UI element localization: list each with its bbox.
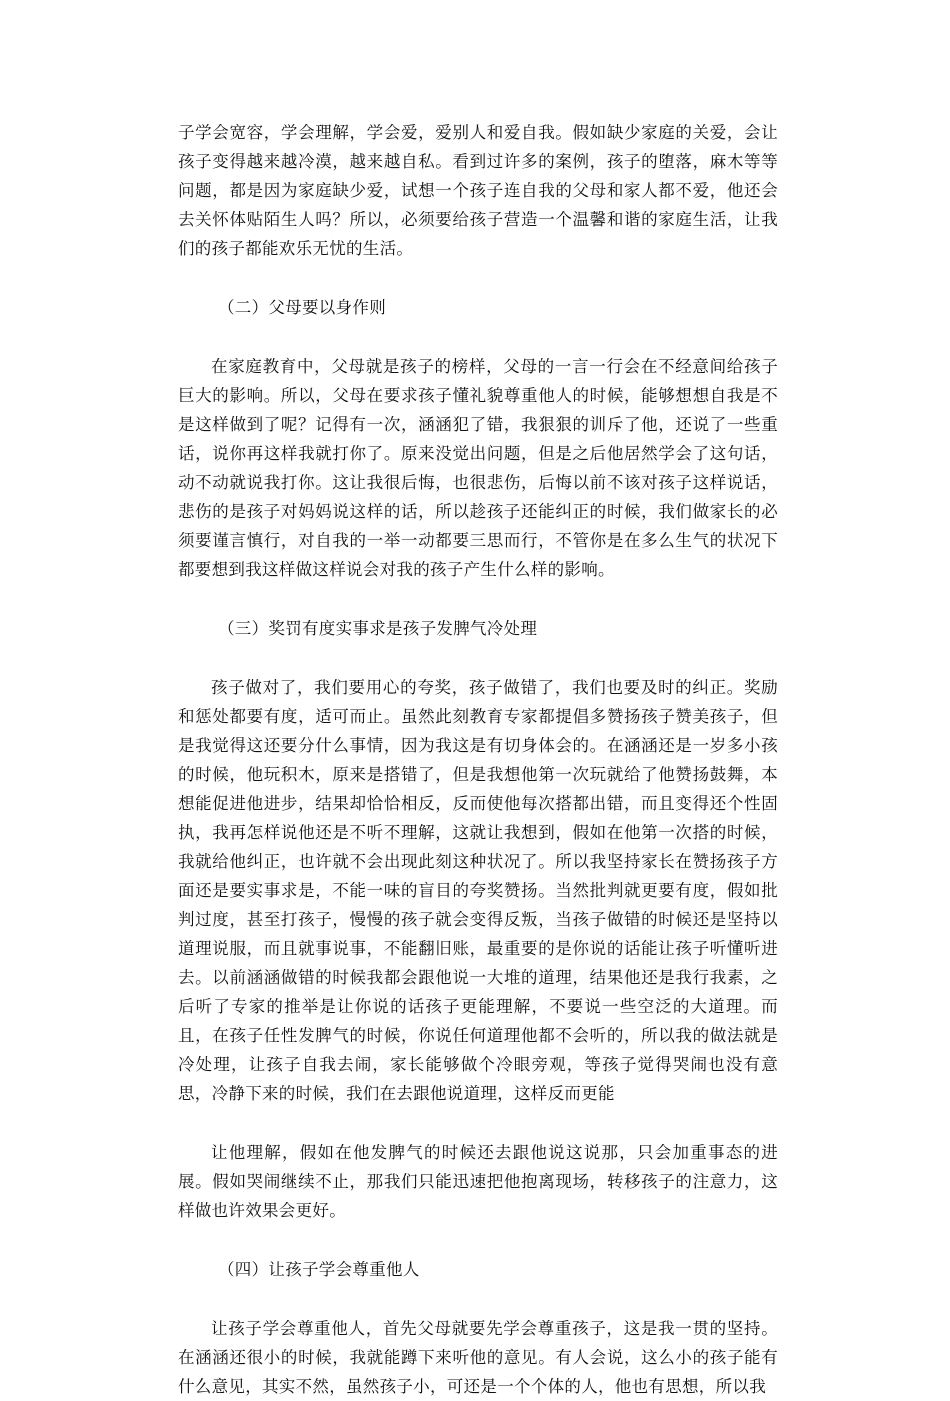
- spacer: [178, 1225, 778, 1255]
- spacer: [178, 322, 778, 352]
- spacer: [178, 643, 778, 673]
- spacer: [178, 584, 778, 614]
- spacer: [178, 263, 778, 293]
- spacer: [178, 1108, 778, 1138]
- paragraph-rewards-punishment: 孩子做对了，我们要用心的夸奖，孩子做错了，我们也要及时的纠正。奖励和惩处都要有度，适可而止。虽然此刻教育专家都提倡多赞扬孩子赞美孩子，但是我觉得这还要分什么事情，因为我这是有切身体会的。在涵涵还是一岁多小孩的时候，他玩积木，原来是搭错了，但是我想他第一次玩就给了他赞扬鼓舞，本想能促进他进步，结果却恰恰相反，反而使他每次搭都出错，而且变得还个性固执，我再怎样说他还是不听不理解，这就让我想到，假如在他第一次搭的时候，我就给他纠正，也许就不会出现此刻这种状况了。所以我坚持家长在赞扬孩子方面还是要实事求是，不能一味的盲目的夸奖赞扬。当然批判就更要有度，假如批判过度，甚至打孩子，慢慢的孩子就会变得反叛，当孩子做错的时候还是坚持以道理说服，而且就事说事，不能翻旧账，最重要的是你说的话能让孩子听懂听进去。以前涵涵做错的时候我都会跟他说一大堆的道理，结果他还是我行我素，之后听了专家的推举是让你说的话孩子更能理解，不要说一些空泛的大道理。而且，在孩子任性发脾气的时候，你说任何道理他都不会听的，所以我的做法就是冷处理，让孩子自我去闹，家长能够做个冷眼旁观，等孩子觉得哭闹也没有意思，冷静下来的时候，我们在去跟他说道理，这样反而更能: [178, 678, 778, 1103]
- spacer: [178, 1284, 778, 1314]
- section-heading-4: （四）让孩子学会尊重他人: [218, 1260, 420, 1279]
- document-body: [178, 118, 778, 1401]
- paragraph-family-love: 子学会宽容，学会理解，学会爱，爱别人和爱自我。假如缺少家庭的关爱，会让孩子变得越来越冷漠，越来越自私。看到过许多的案例，孩子的堕落，麻木等等问题，都是因为家庭缺少爱，试想一个孩子连自我的父母和家人都不爱，他还会去关怀体贴陌生人吗？所以，必须要给孩子营造一个温馨和谐的家庭生活，让我们的孩子都能欢乐无忧的生活。: [178, 123, 778, 258]
- paragraph-tantrum-handling: 让他理解，假如在他发脾气的时候还去跟他说这说那，只会加重事态的进展。假如哭闹继续不止，那我们只能迅速把他抱离现场，转移孩子的注意力，这样做也许效果会更好。: [178, 1143, 778, 1220]
- section-heading-2: （二）父母要以身作则: [218, 298, 386, 317]
- section-heading-3: （三）奖罚有度实事求是孩子发脾气冷处理: [218, 619, 538, 638]
- paragraph-respect-others: 让孩子学会尊重他人，首先父母就要先学会尊重孩子，这是我一贯的坚持。在涵涵还很小的时候，我就能蹲下来听他的意见。有人会说，这么小的孩子能有什么意见，其实不然，虽然孩子小，可还是一个个体的人，他也有思想，所以我: [178, 1319, 778, 1396]
- paragraph-lead-by-example: 在家庭教育中，父母就是孩子的榜样，父母的一言一行会在不经意间给孩子巨大的影响。所以，父母在要求孩子懂礼貌尊重他人的时候，能够想想自我是不是这样做到了呢？记得有一次，涵涵犯了错，我狠狠的训斥了他，还说了一些重话，说你再这样我就打你了。原来没觉出问题，但是之后他居然学会了这句话，动不动就说我打你。这让我很后悔，也很悲伤，后悔以前不该对孩子这样说话，悲伤的是孩子对妈妈说这样的话，所以趁孩子还能纠正的时候，我们做家长的必须要谨言慎行，对自我的一举一动都要三思而行，不管你是在多么生气的状况下都要想到我这样做这样说会对我的孩子产生什么样的影响。: [178, 357, 778, 579]
